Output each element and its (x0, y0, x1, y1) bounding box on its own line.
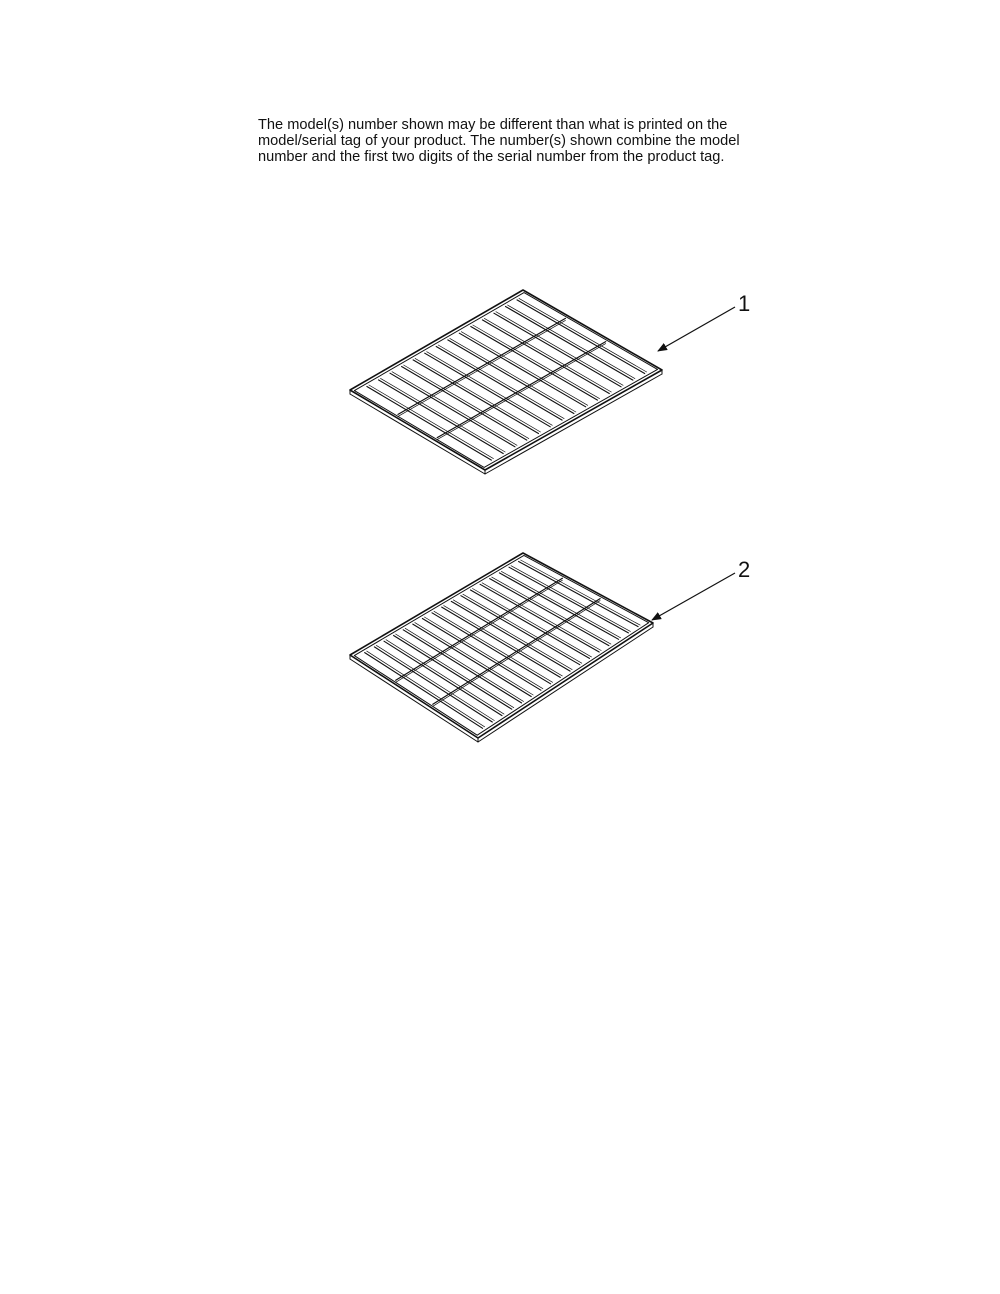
notice-line: number and the first two digits of the serial number from the product tag. (258, 149, 725, 165)
callout-number: 2 (738, 557, 751, 582)
rack-rod (365, 653, 483, 729)
notice-line: The model(s) number shown may be different than what is printed on the (258, 117, 728, 133)
rack-rod (386, 640, 504, 714)
callout-2 (652, 557, 750, 620)
rack-rod (374, 647, 492, 722)
rack-crossbar (398, 320, 565, 416)
leader-arrow (652, 573, 735, 620)
rack-rod (379, 380, 504, 454)
rack-rod (494, 313, 621, 387)
notice-line: model/serial tag of your product. The number(s) shown combine the model (258, 133, 740, 149)
callout-1 (658, 291, 750, 351)
rack-rod (506, 307, 633, 381)
rack-rod (508, 305, 635, 379)
oven-rack-2 (350, 553, 653, 742)
callout-number: 1 (738, 291, 751, 316)
rack-rod (403, 630, 521, 703)
rack-crossbar (437, 344, 606, 440)
rack-rim (485, 374, 662, 474)
rack-rod (517, 300, 645, 374)
rack-frame (350, 290, 662, 470)
rack-rod (367, 387, 492, 461)
oven-rack-1 (350, 290, 662, 474)
leader-arrow (658, 307, 735, 351)
rack-rim (350, 394, 485, 474)
rack-rod (496, 312, 623, 386)
rack-rod (519, 298, 647, 372)
